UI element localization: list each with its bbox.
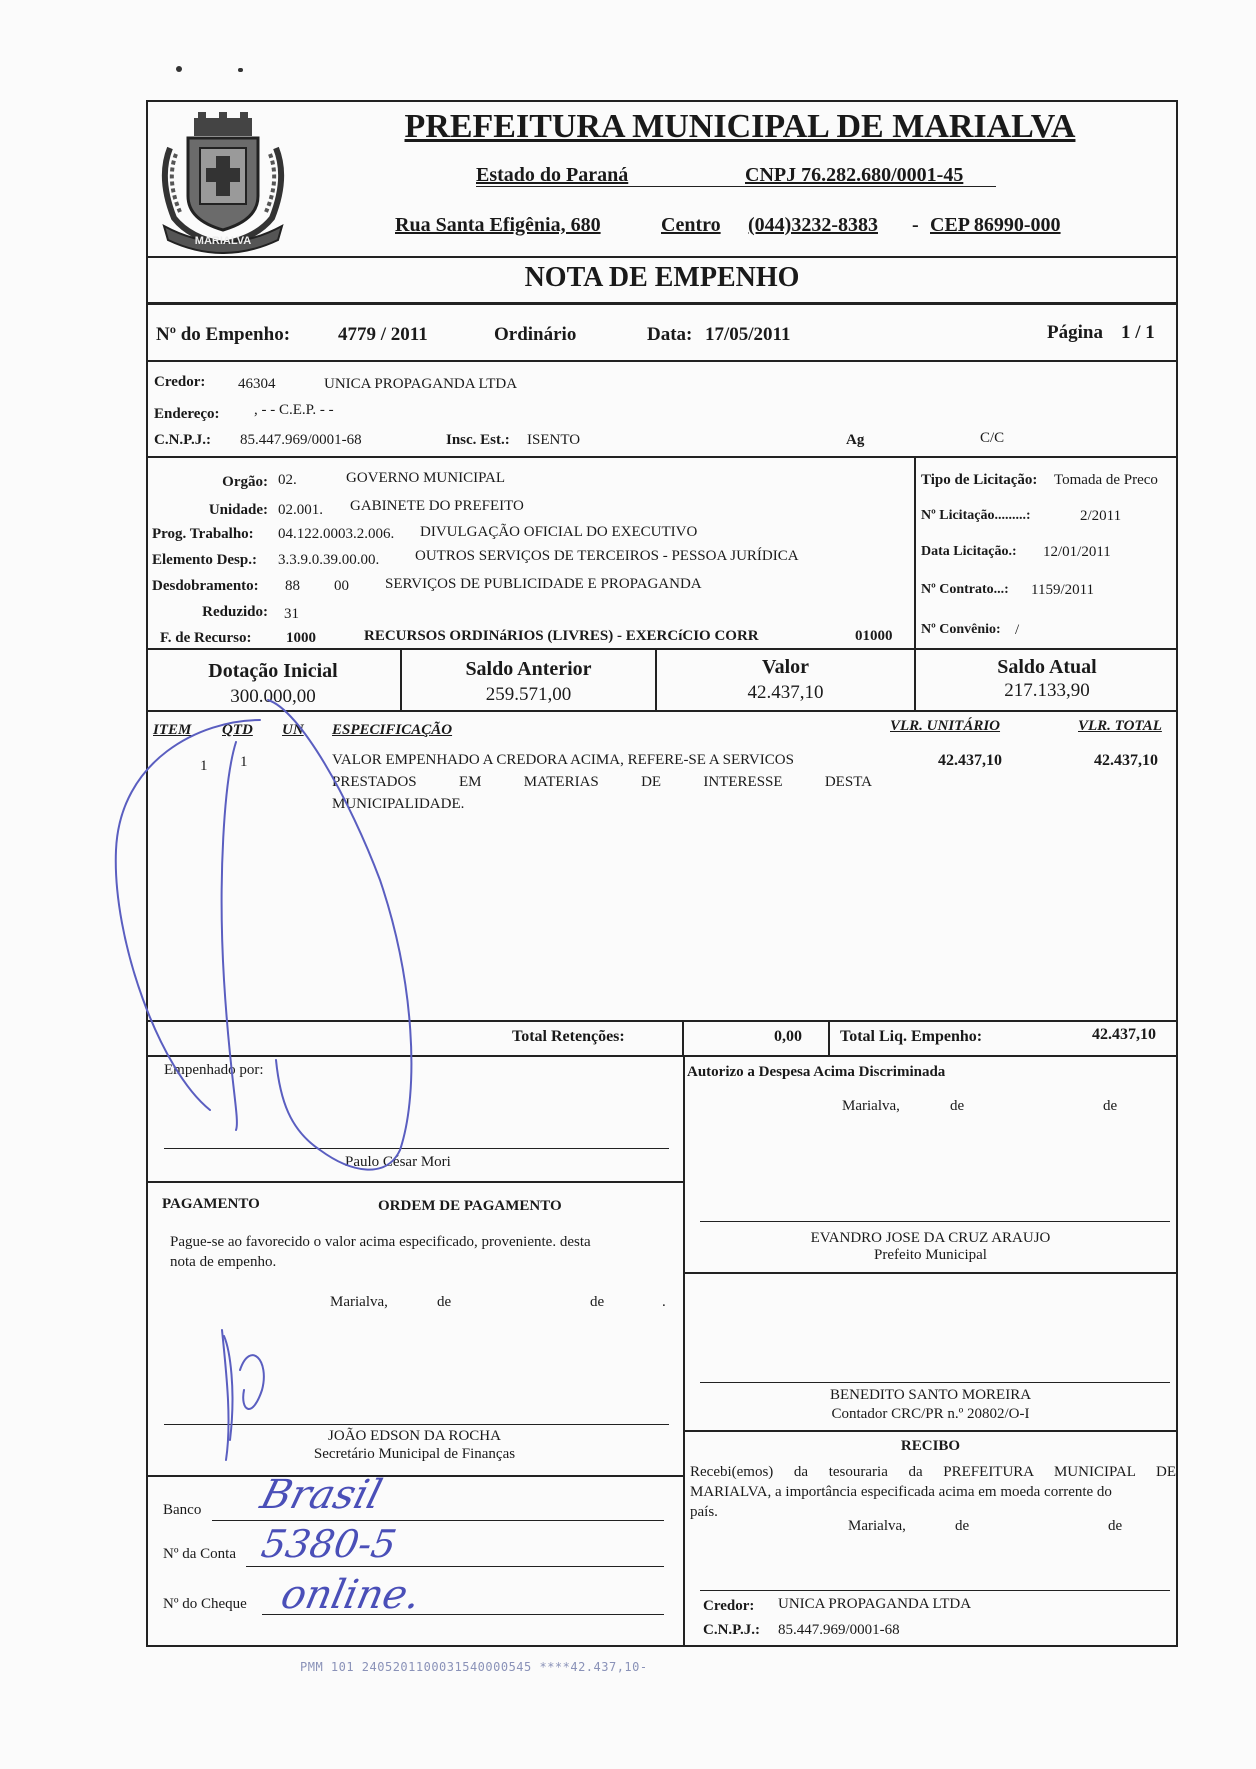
empenhado-label: Empenhado por: bbox=[164, 1062, 264, 1078]
desd-code2: 00 bbox=[334, 578, 349, 594]
recibo-cnpj-label: C.N.P.J.: bbox=[703, 1622, 760, 1638]
conta-label: Nº da Conta bbox=[163, 1546, 236, 1562]
recibo-de1: de bbox=[955, 1518, 970, 1534]
autorizo-de2: de bbox=[1103, 1098, 1118, 1114]
ag-label: Ag bbox=[846, 432, 865, 448]
fonte-name: RECURSOS ORDINáRIOS (LIVRES) - EXERCíCIO CORR bbox=[364, 628, 759, 644]
header-phone: (044)3232-8383 bbox=[748, 214, 878, 236]
col-spec: ESPECIFICAÇÃO bbox=[332, 722, 453, 738]
num-licitacao-value: 2/2011 bbox=[1080, 508, 1122, 524]
secretario-nome: JOÃO EDSON DA ROCHA bbox=[328, 1428, 501, 1444]
banco-handwriting: Brasil bbox=[255, 1472, 387, 1518]
total-retencoes-label: Total Retenções: bbox=[512, 1028, 625, 1045]
reduzido-value: 31 bbox=[284, 606, 299, 622]
dotacao-inicial-value: 300.000,00 bbox=[230, 686, 316, 707]
credor-name: UNICA PROPAGANDA LTDA bbox=[324, 376, 518, 392]
pagamento-texto2: nota de empenho. bbox=[170, 1254, 277, 1270]
total-retencoes-value: 0,00 bbox=[774, 1028, 802, 1045]
contador-cargo: Contador CRC/PR n.º 20802/O-I bbox=[831, 1406, 1030, 1422]
col-item: ITEM bbox=[153, 722, 192, 738]
header-address: Rua Santa Efigênia, 680 bbox=[395, 214, 601, 236]
elem-name: OUTROS SERVIÇOS DE TERCEIROS - PESSOA JURÍDICA bbox=[415, 548, 799, 564]
prefeito-nome: EVANDRO JOSE DA CRUZ ARAUJO bbox=[810, 1230, 1051, 1246]
item-qtd: 1 bbox=[240, 754, 248, 770]
item-spec-line2: PRESTADOS EM MATERIAS DE INTERESSE DESTA bbox=[332, 774, 872, 790]
recibo-cnpj-value: 85.447.969/0001-68 bbox=[778, 1622, 900, 1638]
saldo-anterior-value: 259.571,00 bbox=[485, 684, 572, 705]
desd-label: Desdobramento: bbox=[152, 578, 259, 594]
fonte-code2: 01000 bbox=[855, 628, 893, 644]
recibo-credor-value: UNICA PROPAGANDA LTDA bbox=[778, 1596, 972, 1612]
saldo-atual-label: Saldo Atual bbox=[997, 656, 1097, 678]
scan-mark bbox=[238, 68, 243, 72]
orgao-name: GOVERNO MUNICIPAL bbox=[346, 470, 506, 486]
orgao-label: Orgão: bbox=[222, 474, 268, 490]
unidade-code: 02.001. bbox=[278, 502, 323, 518]
item-total-value: 42.437,10 bbox=[1094, 752, 1158, 769]
col-un: UN bbox=[282, 722, 304, 738]
item-spec-line1: VALOR EMPENHADO A CREDORA ACIMA, REFERE-SE A SERVICOS bbox=[332, 752, 794, 768]
data-licitacao-label: Data Licitação.: bbox=[921, 544, 1017, 559]
pagamento-texto1: Pague-se ao favorecido o valor acima especificado, proveniente. desta bbox=[170, 1234, 591, 1250]
cnpj-label: C.N.P.J.: bbox=[154, 432, 211, 448]
page-number: 1 / 1 bbox=[1121, 322, 1155, 343]
footer-code: PMM 101 2405201100031540000545 ****42.437,10- bbox=[300, 1660, 648, 1674]
orgao-code: 02. bbox=[278, 472, 297, 488]
prog-label: Prog. Trabalho: bbox=[152, 526, 254, 542]
empenho-date: 17/05/2011 bbox=[705, 324, 791, 345]
cnpj-value: 85.447.969/0001-68 bbox=[240, 432, 362, 448]
elem-label: Elemento Desp.: bbox=[152, 552, 257, 568]
contrato-value: 1159/2011 bbox=[1031, 582, 1095, 598]
pagamento-de1: de bbox=[437, 1294, 452, 1310]
unidade-label: Unidade: bbox=[208, 502, 268, 518]
pagamento-ponto: . bbox=[662, 1294, 666, 1310]
num-licitacao-label: Nº Licitação.........: bbox=[921, 508, 1031, 523]
reduzido-label: Reduzido: bbox=[202, 604, 268, 620]
item-unit-value: 42.437,10 bbox=[938, 752, 1002, 769]
prog-name: DIVULGAÇÃO OFICIAL DO EXECUTIVO bbox=[420, 524, 698, 540]
item-spec-line3: MUNICIPALIDADE. bbox=[332, 796, 465, 812]
prefeito-cargo: Prefeito Municipal bbox=[874, 1247, 987, 1263]
pagamento-de2: de bbox=[590, 1294, 605, 1310]
ordem-pagamento-label: ORDEM DE PAGAMENTO bbox=[378, 1198, 562, 1214]
autorizo-text: Autorizo a Despesa Acima Discriminada bbox=[687, 1064, 946, 1080]
desd-name: SERVIÇOS DE PUBLICIDADE E PROPAGANDA bbox=[385, 576, 702, 592]
empenho-date-label: Data: bbox=[647, 324, 693, 345]
autorizo-de1: de bbox=[950, 1098, 965, 1114]
recibo-de2: de bbox=[1108, 1518, 1123, 1534]
elem-code: 3.3.9.0.39.00.00. bbox=[278, 552, 380, 568]
document-title: NOTA DE EMPENHO bbox=[524, 262, 800, 293]
prog-code: 04.122.0003.2.006. bbox=[278, 526, 395, 542]
empenho-number: 4779 / 2011 bbox=[338, 324, 428, 345]
convenio-label: Nº Convênio: bbox=[921, 622, 1001, 637]
recibo-local: Marialva, bbox=[848, 1518, 906, 1534]
credor-label: Credor: bbox=[154, 374, 206, 390]
cheque-handwriting: online. bbox=[277, 1572, 425, 1618]
valor-label: Valor bbox=[761, 656, 810, 678]
dotacao-inicial-label: Dotação Inicial bbox=[208, 660, 338, 682]
header-state: Estado do Paraná bbox=[476, 164, 629, 186]
fonte-code: 1000 bbox=[286, 630, 316, 646]
empenho-label: Nº do Empenho: bbox=[156, 324, 291, 345]
col-qtd: QTD bbox=[222, 722, 253, 738]
data-licitacao-value: 12/01/2011 bbox=[1043, 544, 1111, 560]
svg-text:MARIALVA: MARIALVA bbox=[194, 235, 252, 247]
contrato-label: Nº Contrato...: bbox=[921, 582, 1009, 597]
pagamento-label: PAGAMENTO bbox=[162, 1196, 260, 1212]
banco-label: Banco bbox=[163, 1502, 202, 1518]
header-cep: CEP 86990-000 bbox=[930, 214, 1061, 236]
desd-code1: 88 bbox=[285, 578, 300, 594]
saldo-atual-value: 217.133,90 bbox=[1004, 680, 1090, 701]
tipo-licitacao-label: Tipo de Licitação: bbox=[921, 472, 1038, 488]
convenio-value: / bbox=[1015, 622, 1020, 638]
unidade-name: GABINETE DO PREFEITO bbox=[350, 498, 524, 514]
saldo-anterior-label: Saldo Anterior bbox=[465, 658, 592, 680]
contador-nome: BENEDITO SANTO MOREIRA bbox=[829, 1387, 1032, 1403]
insc-value: ISENTO bbox=[527, 432, 581, 448]
recibo-texto1: Recebi(emos) da tesouraria da PREFEITURA MUNICIPAL DE bbox=[690, 1464, 1176, 1480]
header-title: PREFEITURA MUNICIPAL DE MARIALVA bbox=[404, 108, 1076, 145]
endereco-label: Endereço: bbox=[154, 406, 220, 422]
total-liq-value: 42.437,10 bbox=[1092, 1026, 1156, 1043]
recibo-credor-label: Credor: bbox=[703, 1598, 755, 1614]
page-label: Página bbox=[1047, 322, 1103, 343]
tipo-licitacao-value: Tomada de Preco bbox=[1054, 472, 1158, 488]
header-cnpj: CNPJ 76.282.680/0001-45 bbox=[745, 164, 964, 186]
secretario-cargo: Secretário Municipal de Finanças bbox=[313, 1446, 516, 1462]
fonte-label: F. de Recurso: bbox=[160, 630, 252, 646]
col-total: VLR. TOTAL bbox=[1078, 718, 1162, 734]
recibo-texto3: país. bbox=[690, 1504, 718, 1520]
cheque-label: Nº do Cheque bbox=[163, 1596, 247, 1612]
empenhado-nome: Paulo César Mori bbox=[345, 1154, 451, 1170]
pagamento-local: Marialva, bbox=[330, 1294, 388, 1310]
col-unit: VLR. UNITÁRIO bbox=[890, 718, 1001, 734]
conta-handwriting: 5380-5 bbox=[258, 1522, 400, 1566]
valor-value: 42.437,10 bbox=[747, 682, 824, 703]
insc-label: Insc. Est.: bbox=[446, 432, 510, 448]
header-neighborhood: Centro bbox=[661, 214, 721, 236]
header-dash: - bbox=[912, 214, 919, 236]
scan-mark bbox=[176, 66, 182, 72]
cc-label: C/C bbox=[980, 430, 1005, 446]
autorizo-local: Marialva, bbox=[842, 1098, 900, 1114]
empenho-type: Ordinário bbox=[494, 324, 577, 345]
item-number: 1 bbox=[200, 758, 208, 774]
credor-code: 46304 bbox=[238, 376, 276, 392]
recibo-texto2: MARIALVA, a importância especificada acima em moeda corrente do bbox=[690, 1484, 1112, 1500]
recibo-title: RECIBO bbox=[900, 1438, 961, 1454]
total-liq-label: Total Liq. Empenho: bbox=[840, 1028, 983, 1045]
endereco-value: , - - C.E.P. - - bbox=[254, 402, 334, 418]
